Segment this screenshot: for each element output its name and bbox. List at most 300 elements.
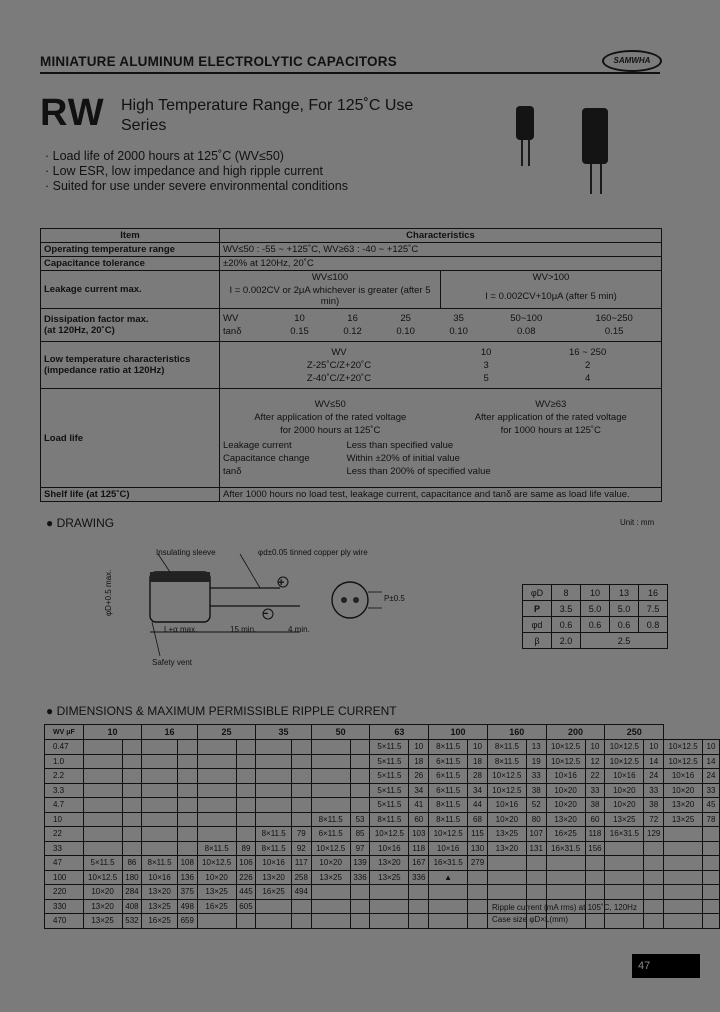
load-cond-a1: After application of the rated voltage xyxy=(254,412,407,423)
wv-header: 35 xyxy=(256,725,311,740)
ripple-cell xyxy=(122,754,142,769)
case-size-cell: 5×11.5 xyxy=(370,754,409,769)
legend-case-size: Case size φD×L(mm) xyxy=(492,915,569,924)
ripple-cell xyxy=(409,914,429,929)
case-size-cell: 10×12.5 xyxy=(370,827,409,842)
case-size-cell: 13×25 xyxy=(197,885,236,900)
case-size-cell xyxy=(83,827,122,842)
ripple-cell xyxy=(291,899,311,914)
ripple-cell: 10 xyxy=(585,740,605,755)
ripple-cell: 45 xyxy=(703,798,720,813)
case-size-cell: 8×11.5 xyxy=(311,812,350,827)
page-header-title: MINIATURE ALUMINUM ELECTROLYTIC CAPACITORS xyxy=(40,54,397,69)
ripple-cell: 86 xyxy=(122,856,142,871)
df-table xyxy=(220,312,661,338)
case-size-cell: 13×20 xyxy=(83,899,122,914)
leakage-wv2: WV>100 xyxy=(532,272,570,283)
ripple-cell: 92 xyxy=(291,841,311,856)
case-size-cell xyxy=(370,914,409,929)
case-size-cell: 10×20 xyxy=(83,885,122,900)
wv-header: 250 xyxy=(605,725,664,740)
ripple-cell xyxy=(703,899,720,914)
ripple-cell: 10 xyxy=(468,740,488,755)
ripple-cell xyxy=(350,769,370,784)
case-size-cell xyxy=(487,885,526,900)
pd-cell: φd xyxy=(523,617,552,633)
load-cond-b1: After application of the rated voltage xyxy=(474,412,627,423)
df-wv: 160~250 xyxy=(595,313,633,324)
case-size-cell: 13×20 xyxy=(370,856,409,871)
case-size-cell: 10×12.5 xyxy=(429,827,468,842)
case-size-cell: 8×11.5 xyxy=(487,740,526,755)
ripple-cell: 18 xyxy=(409,754,429,769)
case-size-cell: 10×16 xyxy=(256,856,291,871)
case-size-cell xyxy=(83,841,122,856)
ripple-cell xyxy=(236,783,256,798)
case-size-cell xyxy=(256,783,291,798)
ripple-cell xyxy=(122,827,142,842)
case-size-cell xyxy=(83,754,122,769)
ripple-cell xyxy=(291,740,311,755)
ripple-cell: 10 xyxy=(409,740,429,755)
ripple-cell: 10 xyxy=(644,740,664,755)
ripple-cell: 52 xyxy=(526,798,546,813)
df-label-line2: (at 120Hz, 20˚C) xyxy=(44,325,115,336)
ripple-cell: 532 xyxy=(122,914,142,929)
ripple-cell xyxy=(468,870,488,885)
case-size-cell: 16×31.5 xyxy=(605,827,644,842)
df-tan: 0.12 xyxy=(343,326,362,337)
df-wv: 35 xyxy=(453,313,464,324)
lowtemp-cell: 5 xyxy=(483,372,489,384)
ripple-cell: 106 xyxy=(236,856,256,871)
corner-uf: μF xyxy=(66,728,75,736)
op-temp-label: Operating temperature range xyxy=(41,243,220,257)
case-size-cell: 10×16 xyxy=(429,841,468,856)
ripple-cell: 118 xyxy=(585,827,605,842)
case-size-cell xyxy=(546,885,585,900)
ripple-cell: 22 xyxy=(585,769,605,784)
case-size-cell: 10×20 xyxy=(546,783,585,798)
ripple-cell: 53 xyxy=(350,812,370,827)
wv-header: 160 xyxy=(487,725,546,740)
ripple-cell: 226 xyxy=(236,870,256,885)
capacitance-cell: 33 xyxy=(45,841,84,856)
dimension-row xyxy=(45,769,720,784)
case-size-cell xyxy=(311,754,350,769)
case-size-cell xyxy=(83,740,122,755)
ripple-cell xyxy=(291,783,311,798)
ripple-cell xyxy=(236,754,256,769)
case-size-cell: 10×12.5 xyxy=(197,856,236,871)
shelf-life-label: Shelf life (at 125˚C) xyxy=(41,488,220,502)
dimensions-title: ● DIMENSIONS & MAXIMUM PERMISSIBLE RIPPLE CURRENT xyxy=(46,704,397,718)
ripple-cell xyxy=(585,870,605,885)
case-size-cell: 10×12.5 xyxy=(83,870,122,885)
ripple-cell: 97 xyxy=(350,841,370,856)
case-size-cell: 13×25 xyxy=(487,827,526,842)
capacitance-cell: 22 xyxy=(45,827,84,842)
ripple-cell xyxy=(236,740,256,755)
ripple-cell xyxy=(177,812,197,827)
lowtemp-head: 10 xyxy=(480,346,492,358)
case-size-cell xyxy=(429,885,468,900)
case-size-cell: 6×11.5 xyxy=(429,754,468,769)
case-size-cell xyxy=(256,740,291,755)
pd-head: 8 xyxy=(552,585,581,601)
ripple-cell xyxy=(526,870,546,885)
label-wire: φd±0.05 tinned copper ply wire xyxy=(258,548,368,557)
ripple-cell: 85 xyxy=(350,827,370,842)
ripple-cell: 33 xyxy=(644,783,664,798)
load-cond-b2: for 1000 hours at 125˚C xyxy=(500,425,601,436)
ripple-cell xyxy=(236,812,256,827)
feature-item: · Suited for use under severe environmental conditions xyxy=(45,179,348,193)
case-size-cell xyxy=(256,798,291,813)
case-size-cell: 13×25 xyxy=(311,870,350,885)
case-size-cell: 16×25 xyxy=(142,914,177,929)
case-size-cell xyxy=(197,754,236,769)
ripple-cell xyxy=(122,841,142,856)
case-size-cell: 10×16 xyxy=(664,769,703,784)
capacitance-cell: 100 xyxy=(45,870,84,885)
ripple-cell xyxy=(122,783,142,798)
ripple-cell xyxy=(585,885,605,900)
ripple-cell: 108 xyxy=(177,856,197,871)
case-size-cell xyxy=(311,783,350,798)
case-size-cell: 13×25 xyxy=(142,899,177,914)
ripple-cell: 38 xyxy=(644,798,664,813)
case-size-cell: 10×12.5 xyxy=(664,740,703,755)
ripple-cell xyxy=(644,885,664,900)
ripple-cell: 115 xyxy=(468,827,488,842)
case-size-cell xyxy=(664,899,703,914)
capacitance-cell: 3.3 xyxy=(45,783,84,798)
case-size-cell: 16×25 xyxy=(256,885,291,900)
case-size-cell: 5×11.5 xyxy=(370,783,409,798)
lowtemp-label-line1: Low temperature characteristics xyxy=(44,354,191,365)
capacitance-cell: 330 xyxy=(45,899,84,914)
ripple-cell: 130 xyxy=(468,841,488,856)
ripple-cell xyxy=(177,827,197,842)
load-result-item: Capacitance change xyxy=(223,453,310,464)
ripple-cell: 80 xyxy=(526,812,546,827)
case-size-cell xyxy=(197,740,236,755)
ripple-cell xyxy=(177,783,197,798)
ripple-cell: 258 xyxy=(291,870,311,885)
case-size-cell: 10×16 xyxy=(487,798,526,813)
case-size-cell: 16×25 xyxy=(546,827,585,842)
df-tan: 0.15 xyxy=(604,326,624,337)
df-label xyxy=(41,309,220,342)
ripple-cell xyxy=(409,899,429,914)
ripple-cell: 38 xyxy=(526,783,546,798)
wv-header: 25 xyxy=(197,725,256,740)
dimension-row xyxy=(45,798,720,813)
ripple-cell xyxy=(703,841,720,856)
ripple-cell: 445 xyxy=(236,885,256,900)
case-size-cell xyxy=(256,769,291,784)
ripple-cell xyxy=(177,740,197,755)
wv-header: 200 xyxy=(546,725,605,740)
header-rule xyxy=(40,72,660,74)
corner-cell xyxy=(45,725,84,740)
series-code: RW xyxy=(40,92,105,134)
ripple-cell xyxy=(468,914,488,929)
case-size-cell xyxy=(546,870,585,885)
ripple-cell: 156 xyxy=(585,841,605,856)
ripple-cell xyxy=(236,769,256,784)
case-size-cell xyxy=(605,885,644,900)
case-size-cell: ▲ xyxy=(429,870,468,885)
case-size-cell: 10×16 xyxy=(605,769,644,784)
case-size-cell: 10×12.5 xyxy=(487,769,526,784)
pd-cell: 2.0 xyxy=(552,633,581,649)
ripple-cell xyxy=(177,769,197,784)
df-wv-label: WV xyxy=(223,313,239,324)
ripple-cell xyxy=(703,914,720,929)
ripple-cell: 78 xyxy=(703,812,720,827)
ripple-cell xyxy=(703,827,720,842)
label-safety-vent: Safety vent xyxy=(152,658,193,667)
case-size-cell xyxy=(664,885,703,900)
ripple-cell xyxy=(177,841,197,856)
label-pitch: P±0.5 xyxy=(384,594,405,603)
capacitance-cell: 470 xyxy=(45,914,84,929)
case-size-cell xyxy=(142,798,177,813)
case-size-cell: 13×20 xyxy=(142,885,177,900)
ripple-cell xyxy=(350,914,370,929)
case-size-cell: 8×11.5 xyxy=(487,754,526,769)
label-insulating-sleeve: Insulating sleeve xyxy=(156,548,216,557)
case-size-cell: 16×31.5 xyxy=(429,856,468,871)
ripple-cell: 494 xyxy=(291,885,311,900)
case-size-cell: 13×20 xyxy=(546,812,585,827)
df-tan: 0.10 xyxy=(396,326,415,337)
case-size-cell: 5×11.5 xyxy=(83,856,122,871)
cap-tol-value: ±20% at 120Hz, 20˚C xyxy=(220,257,662,271)
ripple-cell: 498 xyxy=(177,899,197,914)
feature-item: · Load life of 2000 hours at 125˚C (WV≤50) xyxy=(45,149,284,163)
wv-header: 100 xyxy=(429,725,488,740)
col-header-item: Item xyxy=(41,229,220,243)
ripple-cell: 139 xyxy=(350,856,370,871)
case-size-cell xyxy=(83,769,122,784)
case-size-cell xyxy=(256,754,291,769)
ripple-cell: 118 xyxy=(409,841,429,856)
ripple-cell: 33 xyxy=(703,783,720,798)
case-size-cell: 13×25 xyxy=(664,812,703,827)
label-15min: 15 min. xyxy=(230,625,257,634)
ripple-cell xyxy=(703,885,720,900)
label-diameter: φD+0.5 max. xyxy=(104,569,113,616)
case-size-cell xyxy=(605,914,644,929)
df-wv: 25 xyxy=(400,313,411,324)
load-result-value: Less than 200% of specified value xyxy=(346,466,491,477)
ripple-cell: 33 xyxy=(585,783,605,798)
case-size-cell xyxy=(256,812,291,827)
feature-item: · Low ESR, low impedance and high ripple current xyxy=(45,164,323,178)
lowtemp-cell: 2 xyxy=(584,359,591,371)
case-size-cell xyxy=(664,827,703,842)
shelf-life-value: After 1000 hours no load test, leakage current, capacitance and tanδ are same as load life value. xyxy=(220,488,662,502)
ripple-cell: 24 xyxy=(644,769,664,784)
ripple-cell: 14 xyxy=(703,754,720,769)
case-size-cell: 10×16 xyxy=(546,769,585,784)
ripple-cell: 10 xyxy=(703,740,720,755)
ripple-cell: 129 xyxy=(644,827,664,842)
leakage-formula2: I = 0.002CV+10μA (after 5 min) xyxy=(485,290,617,302)
case-size-cell: 10×12.5 xyxy=(311,841,350,856)
dimension-row xyxy=(45,740,720,755)
capacitor-photo xyxy=(500,84,660,206)
lowtemp-label-line2: (impedance ratio at 120Hz) xyxy=(44,365,165,376)
case-size-cell: 8×11.5 xyxy=(142,856,177,871)
ripple-cell xyxy=(526,885,546,900)
load-wv2: WV≥63 xyxy=(535,399,567,410)
load-result-value: Within ±20% of initial value xyxy=(346,453,460,464)
ripple-cell: 14 xyxy=(644,754,664,769)
ripple-cell xyxy=(526,856,546,871)
ripple-cell: 336 xyxy=(409,870,429,885)
ripple-cell xyxy=(350,754,370,769)
ripple-cell: 18 xyxy=(468,754,488,769)
case-size-cell xyxy=(311,914,350,929)
case-size-cell xyxy=(197,798,236,813)
case-size-cell xyxy=(197,783,236,798)
ripple-cell: 24 xyxy=(703,769,720,784)
case-size-cell: 5×11.5 xyxy=(370,740,409,755)
case-size-cell: 8×11.5 xyxy=(370,812,409,827)
case-size-cell: 8×11.5 xyxy=(197,841,236,856)
case-size-cell: 10×12.5 xyxy=(546,740,585,755)
case-size-cell xyxy=(664,914,703,929)
legend-ripple: Ripple current (mA rms) at 105˚C, 120Hz xyxy=(492,903,637,912)
dimension-row xyxy=(45,783,720,798)
ripple-cell xyxy=(122,740,142,755)
case-size-cell xyxy=(142,769,177,784)
ripple-cell xyxy=(291,754,311,769)
corner-wv: WV xyxy=(53,728,65,736)
ripple-cell xyxy=(644,856,664,871)
wv-header: 16 xyxy=(142,725,197,740)
ripple-cell xyxy=(350,740,370,755)
case-size-cell xyxy=(197,914,236,929)
lowtemp-label xyxy=(41,342,220,389)
pd-cell: β xyxy=(523,633,552,649)
case-size-cell: 10×20 xyxy=(605,783,644,798)
ripple-cell xyxy=(468,885,488,900)
pd-cell: 0.6 xyxy=(581,617,610,633)
case-size-cell: 13×25 xyxy=(83,914,122,929)
ripple-cell: 284 xyxy=(122,885,142,900)
case-size-cell xyxy=(142,740,177,755)
ripple-cell: 68 xyxy=(468,812,488,827)
case-size-cell: 8×11.5 xyxy=(429,798,468,813)
ripple-cell xyxy=(350,885,370,900)
ripple-cell: 60 xyxy=(409,812,429,827)
leakage-label: Leakage current max. xyxy=(41,271,220,309)
capacitance-cell: 4.7 xyxy=(45,798,84,813)
lowtemp-cell: Z-40˚C/Z+20˚C xyxy=(306,372,372,384)
pd-cell: 0.6 xyxy=(552,617,581,633)
case-size-cell: 5×11.5 xyxy=(370,769,409,784)
ripple-cell xyxy=(291,798,311,813)
case-size-cell xyxy=(605,870,644,885)
case-size-cell: 10×20 xyxy=(487,812,526,827)
ripple-cell: 103 xyxy=(409,827,429,842)
pd-head: φD xyxy=(523,585,552,601)
pd-head: 13 xyxy=(610,585,639,601)
ripple-cell: 89 xyxy=(236,841,256,856)
case-size-cell xyxy=(197,827,236,842)
case-size-cell: 10×16 xyxy=(370,841,409,856)
case-size-cell xyxy=(664,856,703,871)
df-label-line1: Dissipation factor max. xyxy=(44,314,149,325)
ripple-cell xyxy=(585,856,605,871)
ripple-cell xyxy=(177,754,197,769)
case-size-cell xyxy=(197,769,236,784)
case-size-cell: 10×20 xyxy=(605,798,644,813)
case-size-cell xyxy=(142,827,177,842)
case-size-cell xyxy=(311,899,350,914)
ripple-cell: 279 xyxy=(468,856,488,871)
ripple-cell: 375 xyxy=(177,885,197,900)
dimensions-table xyxy=(44,724,720,929)
load-result-value: Less than specified value xyxy=(346,440,454,451)
ripple-cell xyxy=(644,914,664,929)
capacitance-cell: 220 xyxy=(45,885,84,900)
pitch-table xyxy=(522,584,668,649)
pd-cell: 5.0 xyxy=(610,601,639,617)
ripple-cell xyxy=(236,798,256,813)
ripple-cell: 79 xyxy=(291,827,311,842)
case-size-cell xyxy=(664,841,703,856)
ripple-cell xyxy=(122,798,142,813)
pd-head: 10 xyxy=(581,585,610,601)
case-size-cell xyxy=(370,899,409,914)
case-size-cell xyxy=(311,798,350,813)
case-size-cell: 6×11.5 xyxy=(429,783,468,798)
df-wv: 16 xyxy=(347,313,358,324)
case-size-cell xyxy=(311,769,350,784)
case-size-cell xyxy=(605,841,644,856)
pd-cell: P xyxy=(523,601,552,617)
pd-head: 16 xyxy=(639,585,668,601)
case-size-cell: 6×11.5 xyxy=(429,769,468,784)
dimension-row xyxy=(45,856,720,871)
case-size-cell: 13×20 xyxy=(487,841,526,856)
ripple-cell: 167 xyxy=(409,856,429,871)
case-size-cell: 5×11.5 xyxy=(370,798,409,813)
wv-header: 50 xyxy=(311,725,370,740)
ripple-cell: 41 xyxy=(409,798,429,813)
pd-cell: 0.8 xyxy=(639,617,668,633)
ripple-cell: 180 xyxy=(122,870,142,885)
capacitance-cell: 2.2 xyxy=(45,769,84,784)
ripple-cell: 33 xyxy=(526,769,546,784)
ripple-cell xyxy=(585,914,605,929)
ripple-cell xyxy=(703,870,720,885)
ripple-cell: 136 xyxy=(177,870,197,885)
spec-table xyxy=(40,228,662,502)
ripple-cell: 408 xyxy=(122,899,142,914)
dimension-row xyxy=(45,870,720,885)
df-wv: 50~100 xyxy=(510,313,543,324)
ripple-cell xyxy=(236,914,256,929)
lowtemp-table xyxy=(220,346,661,385)
case-size-cell: 8×11.5 xyxy=(429,812,468,827)
